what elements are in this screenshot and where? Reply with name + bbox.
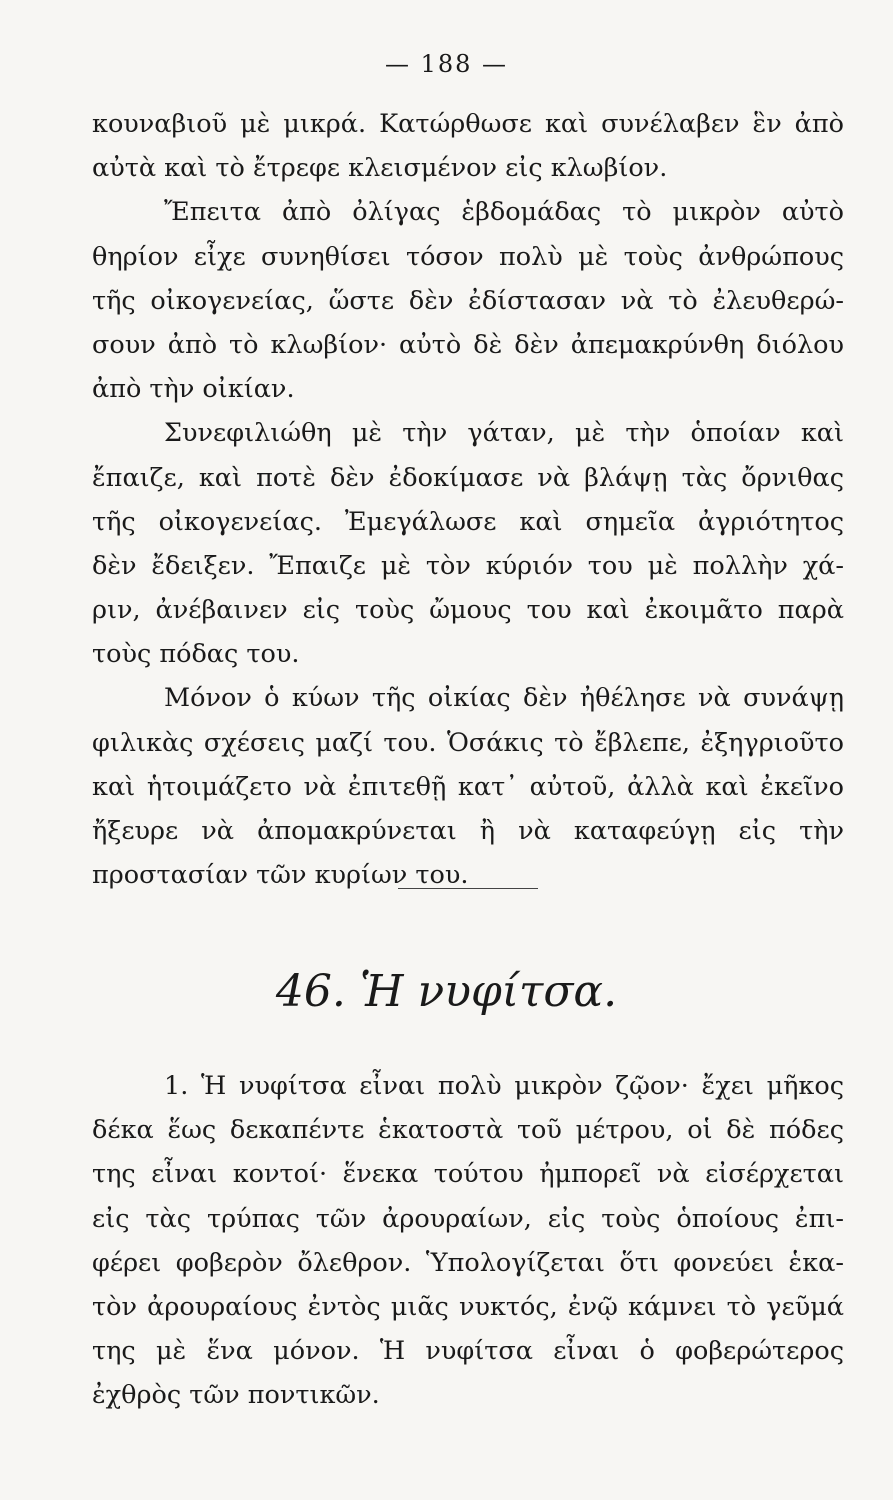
text-line: Μόνον ὁ κύων τῆς οἰκίας δὲν ἠθέλησε νὰ συνάψῃ: [164, 683, 844, 714]
text-line: τῆς οἰκογενείας, ὥστε δὲν ἐδίστασαν νὰ τὸ ἐλευθερώ-: [92, 285, 844, 316]
text-line: φιλικὰς σχέσεις μαζί του. Ὁσάκις τὸ ἔβλεπε, ἐξηγριοῦτο: [92, 727, 844, 758]
text-line: ἔπαιζε, καὶ ποτὲ δὲν ἐδοκίμασε νὰ βλάψῃ τὰς ὄρνιθας: [92, 462, 844, 493]
text-block-bottom: [92, 1064, 844, 1418]
text-line: σουν ἀπὸ τὸ κλωβίον· αὐτὸ δὲ δὲν ἀπεμακρύνθη διόλου: [92, 329, 844, 360]
text-line: τοὺς πόδας του.: [92, 639, 300, 670]
text-line: καὶ ἡτοιμάζετο νὰ ἐπιτεθῇ κατ᾽ αὐτοῦ, ἀλλὰ καὶ ἐκεῖνο: [92, 771, 844, 802]
text-line: της εἶναι κοντοί· ἕνεκα τούτου ἠμπορεῖ νὰ εἰσέρχεται: [92, 1159, 844, 1190]
text-line: της μὲ ἕνα μόνον. Ἡ νυφίτσα εἶναι ὁ φοβερώτερος: [92, 1336, 844, 1367]
text-line: εἰς τὰς τρύπας τῶν ἀρουραίων, εἰς τοὺς ὁποίους ἐπι-: [92, 1203, 844, 1234]
text-block-top: [92, 102, 844, 897]
text-line: Συνεφιλιώθη μὲ τὴν γάταν, μὲ τὴν ὁποίαν καὶ: [164, 418, 844, 449]
text-line: ἤξευρε νὰ ἀπομακρύνεται ἢ νὰ καταφεύγῃ εἰς τὴν: [92, 816, 844, 846]
text-line: αὐτὰ καὶ τὸ ἔτρεφε κλεισμένον εἰς κλωβίον.: [92, 153, 668, 184]
text-line: προστασίαν τῶν κυρίων του.: [92, 860, 469, 891]
text-line: τῆς οἰκογενείας. Ἐμεγάλωσε καὶ σημεῖα ἀγριότητος: [92, 506, 844, 537]
text-line: θηρίον εἶχε συνηθίσει τόσον πολὺ μὲ τοὺς ἀνθρώπους: [92, 241, 844, 272]
text-line: κουναβιοῦ μὲ μικρά. Κατώρθωσε καὶ συνέλαβεν ἓν ἀπὸ: [92, 109, 844, 139]
text-line: δέκα ἕως δεκαπέντε ἑκατοστὰ τοῦ μέτρου, οἱ δὲ πόδες: [92, 1115, 844, 1146]
page-number: — 188 —: [384, 50, 509, 78]
text-line: τὸν ἀρουραίους ἐντὸς μιᾶς νυκτός, ἐνῷ κάμνει τὸ γεῦμά: [92, 1291, 844, 1322]
section-divider: [398, 888, 538, 889]
text-line: ἀπὸ τὴν οἰκίαν.: [92, 374, 295, 405]
text-line: 1. Ἡ νυφίτσα εἶναι πολὺ μικρὸν ζῷον· ἔχει μῆκος: [164, 1071, 844, 1101]
text-line: Ἔπειτα ἀπὸ ὀλίγας ἑβδομάδας τὸ μικρὸν αὐτὸ: [164, 197, 844, 228]
text-line: φέρει φοβερὸν ὄλεθρον. Ὑπολογίζεται ὅτι φονεύει ἑκα-: [92, 1247, 844, 1278]
chapter-title: 46. Ἡ νυφίτσα.: [275, 966, 618, 1017]
text-line: δὲν ἔδειξεν. Ἔπαιζε μὲ τὸν κύριόν του μὲ πολλὴν χά-: [92, 550, 844, 581]
text-line: ριν, ἀνέβαινεν εἰς τοὺς ὤμους του καὶ ἐκοιμᾶτο παρὰ: [92, 595, 844, 626]
text-line: ἐχθρὸς τῶν ποντικῶν.: [92, 1380, 380, 1411]
